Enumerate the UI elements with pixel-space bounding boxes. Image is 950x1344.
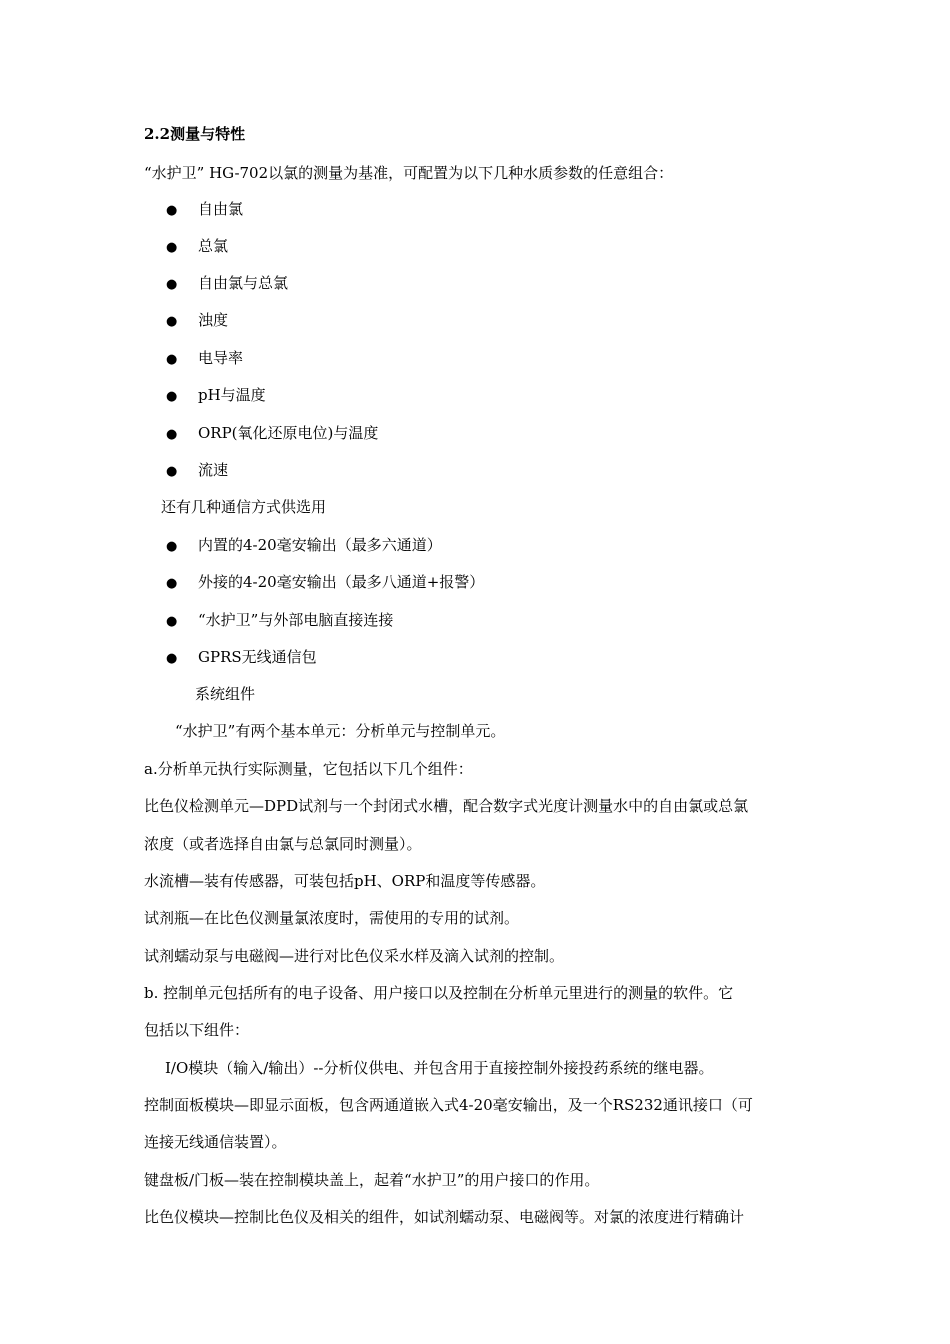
list-item: ● pH与温度 bbox=[166, 385, 266, 405]
control-intro-line2: 包括以下组件： bbox=[144, 1021, 250, 1039]
bullet-icon: ● bbox=[166, 352, 178, 367]
bullet-icon: ● bbox=[166, 277, 178, 292]
list-item: ● GPRS无线通信包 bbox=[166, 647, 317, 667]
list-item: ● 外接的4-20毫安输出（最多八通道+报警） bbox=[166, 572, 484, 592]
list-item: ● 流速 bbox=[166, 460, 228, 480]
bullet-icon: ● bbox=[166, 314, 178, 329]
control-intro-line1: b. 控制单元包括所有的电子设备、用户接口以及控制在分析单元里进行的测量的软件。它 bbox=[144, 984, 734, 1002]
bullet-icon: ● bbox=[166, 240, 178, 255]
keyboard-desc: 键盘板/门板—装在控制模块盖上，起着“水护卫”的用户接口的作用。 bbox=[144, 1171, 600, 1189]
pump-valve-desc: 试剂蠕动泵与电磁阀—进行对比色仪采水样及滴入试剂的控制。 bbox=[144, 947, 565, 965]
list-item: ● 电导率 bbox=[166, 348, 243, 368]
bullet-icon: ● bbox=[166, 539, 178, 554]
colorimeter-module-desc: 比色仪模块—控制比色仪及相关的组件，如试剂蠕动泵、电磁阀等。对氯的浓度进行精确计 bbox=[144, 1208, 745, 1226]
bullet-icon: ● bbox=[166, 389, 178, 404]
list-item: ● 自由氯 bbox=[166, 199, 243, 219]
colorimeter-desc-line1: 比色仪检测单元—DPD试剂与一个封闭式水槽，配合数字式光度计测量水中的自由氯或总氯 bbox=[144, 797, 749, 815]
colorimeter-desc-line2: 浓度（或者选择自由氯与总氯同时测量）。 bbox=[144, 835, 422, 853]
panel-desc-line1: 控制面板模块—即显示面板，包含两通道嵌入式4-20毫安输出，及一个RS232通讯接口（可 bbox=[144, 1096, 753, 1114]
flow-cell-desc: 水流槽—装有传感器，可装包括pH、ORP和温度等传感器。 bbox=[144, 872, 546, 890]
bullet-icon: ● bbox=[166, 427, 178, 442]
io-module-desc: I/O模块（输入/输出）--分析仪供电、并包含用于直接控制外接投药系统的继电器。 bbox=[165, 1059, 714, 1077]
analysis-intro: a.分析单元执行实际测量，它包括以下几个组件： bbox=[144, 760, 473, 778]
panel-desc-line2: 连接无线通信装置）。 bbox=[144, 1133, 287, 1151]
list-item: ● 内置的4-20毫安输出（最多六通道） bbox=[166, 535, 442, 555]
list-item: ● 总氯 bbox=[166, 236, 228, 256]
list-item: ● 自由氯与总氯 bbox=[166, 273, 288, 293]
list-item: ● “水护卫”与外部电脑直接连接 bbox=[166, 610, 393, 630]
comm-intro: 还有几种通信方式供选用 bbox=[161, 498, 327, 516]
components-intro: “水护卫”有两个基本单元：分析单元与控制单元。 bbox=[175, 722, 506, 740]
list-item: ● ORP(氧化还原电位)与温度 bbox=[166, 423, 378, 443]
bullet-icon: ● bbox=[166, 651, 178, 666]
bullet-icon: ● bbox=[166, 464, 178, 479]
section-heading: 2.2测量与特性 bbox=[144, 125, 246, 143]
components-title: 系统组件 bbox=[195, 685, 256, 703]
reagent-bottle-desc: 试剂瓶—在比色仪测量氯浓度时，需使用的专用的试剂。 bbox=[144, 909, 520, 927]
section-intro: “水护卫” HG-702以氯的测量为基准，可配置为以下几种水质参数的任意组合： bbox=[144, 164, 674, 182]
list-item: ● 浊度 bbox=[166, 310, 228, 330]
bullet-icon: ● bbox=[166, 576, 178, 591]
bullet-icon: ● bbox=[166, 203, 178, 218]
bullet-icon: ● bbox=[166, 614, 178, 629]
